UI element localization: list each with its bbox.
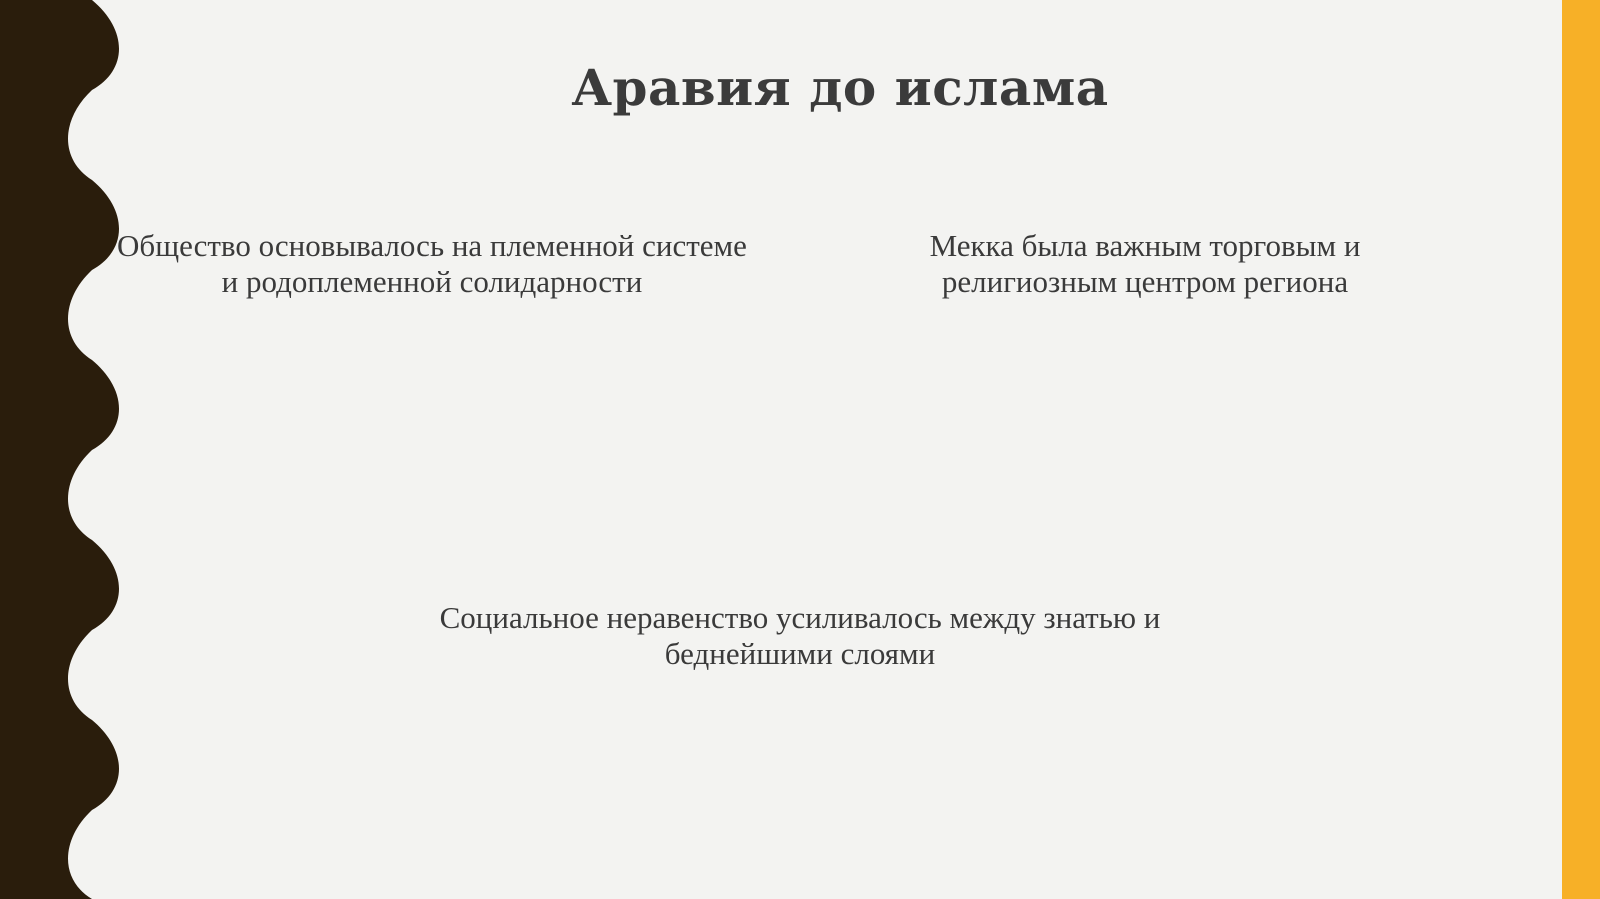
right-accent-bar bbox=[1562, 0, 1600, 899]
text-block-tribal-society: Общество основывалось на племенной системе и родоплеменной солидарности bbox=[117, 228, 747, 299]
text-block-social-inequality: Социальное неравенство усиливалось между знатью и беднейшими слоями bbox=[439, 600, 1161, 671]
slide-title: Аравия до ислама bbox=[571, 58, 1109, 117]
wavy-left-border bbox=[0, 0, 130, 899]
text-block-mecca: Мекка была важным торговым и религиозным центром региона bbox=[929, 228, 1361, 299]
